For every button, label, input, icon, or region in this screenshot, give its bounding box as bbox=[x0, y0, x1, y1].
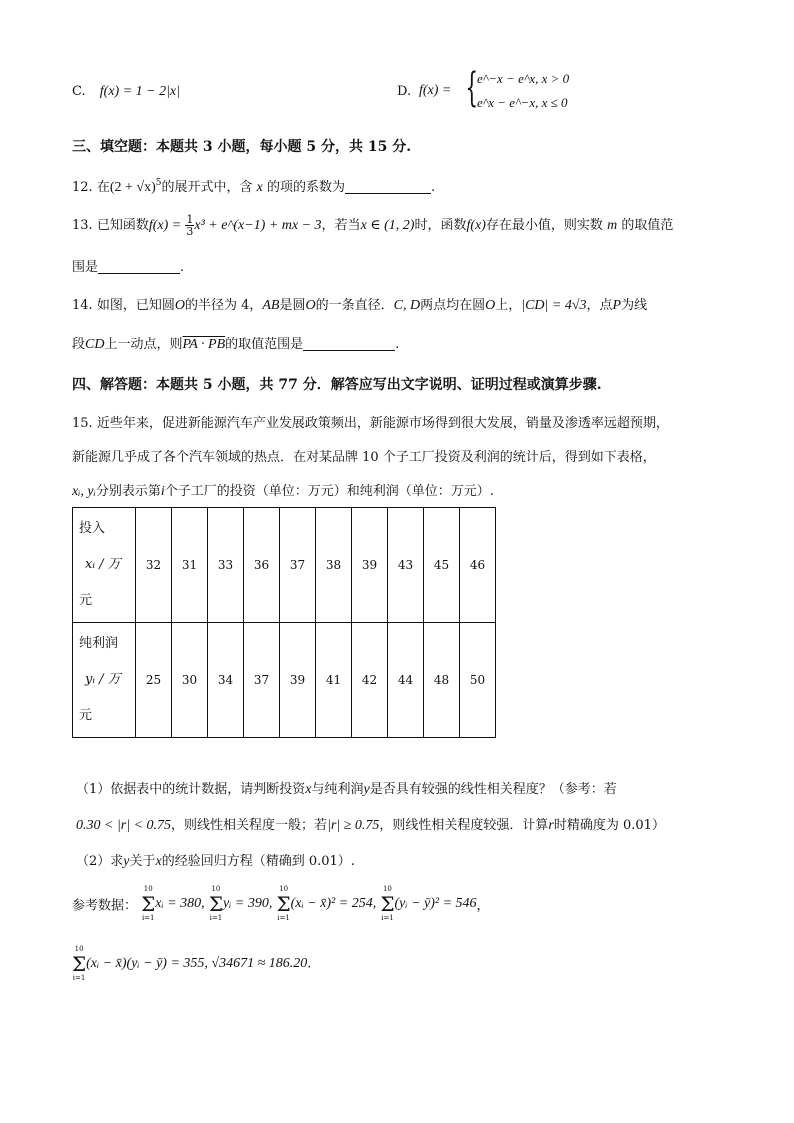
q13-mid: 时，函数 bbox=[414, 218, 467, 233]
q14-cd-abs: |CD| = 4√3 bbox=[521, 298, 587, 313]
option-c-expr: f(x) = 1 − 2|x| bbox=[99, 84, 180, 99]
q13-expr: x³ + e^(x−1) + mx − 3 bbox=[194, 218, 322, 233]
table-cell: 25 bbox=[136, 623, 172, 738]
q14-CD2: CD bbox=[85, 337, 105, 352]
table-cell: 43 bbox=[388, 508, 424, 623]
row-header-investment-a: 投入 bbox=[79, 521, 106, 536]
table-cell: 31 bbox=[172, 508, 208, 623]
q15-subquestion-2 bbox=[76, 850, 355, 870]
option-c bbox=[72, 84, 180, 100]
option-d-case2: e^x − e^−x, x ≤ 0 bbox=[477, 95, 568, 110]
s2-c: 的经验回归方程（精确到 0.01）. bbox=[161, 854, 355, 869]
s2-b: 关于 bbox=[129, 854, 156, 869]
q13-fraction bbox=[185, 214, 194, 237]
table-cell: 37 bbox=[280, 508, 316, 623]
s1-x: x bbox=[305, 782, 312, 797]
q15-number: 15. bbox=[72, 416, 93, 431]
q12-exponent: 5 bbox=[155, 178, 162, 188]
row-header-investment bbox=[73, 508, 136, 623]
s1-c: 是否具有较强的线性相关程度？（参考：若 bbox=[369, 782, 617, 797]
q13-fx2: f(x) bbox=[466, 218, 486, 233]
table-cell: 36 bbox=[244, 508, 280, 623]
option-d-label: D. bbox=[397, 84, 412, 99]
q14-number: 14. bbox=[72, 298, 93, 313]
q14-c: 是圆 bbox=[279, 298, 306, 313]
ref5: (xᵢ − x̄)(yᵢ − ȳ) = 355, √34671 ≈ 186.20 bbox=[86, 956, 308, 971]
table-row-investment bbox=[73, 508, 496, 623]
q15-subquestion-1-line1 bbox=[76, 778, 617, 798]
question-13-line1 bbox=[72, 214, 673, 237]
table-cell: 37 bbox=[244, 623, 280, 738]
ref1: xᵢ = 380, bbox=[155, 896, 205, 911]
q13-tail2: 的取值范 bbox=[621, 218, 674, 233]
row-header-profit-b: yᵢ / 万 bbox=[85, 672, 121, 687]
s1-h: 时精确度为 0.01） bbox=[553, 818, 665, 833]
q15-paragraph-2: 新能源几乎成了各个汽车领域的热点．在对某品牌 10 个子工厂投资及利润的统计后，得到如下表格， bbox=[72, 450, 656, 465]
q14-h: 为线 bbox=[621, 298, 648, 313]
q14-b: 的半径为 4， bbox=[184, 298, 263, 313]
ref-end: . bbox=[307, 956, 312, 972]
q12-suffix: 的展开式中，含 bbox=[161, 180, 253, 195]
question-13-line2 bbox=[72, 256, 184, 275]
table-cell: 39 bbox=[280, 623, 316, 738]
s1-f: |r| ≥ 0.75 bbox=[327, 818, 380, 833]
row-header-profit bbox=[73, 623, 136, 738]
table-cell: 48 bbox=[424, 623, 460, 738]
option-c-label: C. bbox=[72, 84, 86, 99]
q13-cond: ，若当 bbox=[321, 218, 361, 233]
sigma-3-top: 10 bbox=[279, 885, 289, 893]
q12-expr: (2 + √x) bbox=[109, 180, 156, 195]
question-12 bbox=[72, 176, 435, 196]
q13-prefix: 已知函数 bbox=[96, 218, 149, 233]
s1-b: 与纯利润 bbox=[311, 782, 364, 797]
row-header-investment-c: 元 bbox=[79, 593, 93, 608]
q13-end: . bbox=[180, 260, 185, 275]
s1-y: y bbox=[363, 782, 370, 797]
q13-frac-den: 3 bbox=[186, 225, 194, 238]
sigma-3: 10 Σ i=1 bbox=[276, 885, 291, 922]
row-header-investment-b: xᵢ / 万 bbox=[85, 557, 121, 572]
option-d-case1: e^−x − e^x, x > 0 bbox=[477, 71, 570, 86]
sigma-5-bot: i=1 bbox=[72, 974, 86, 982]
q14-O: O bbox=[174, 298, 185, 313]
q14-end: . bbox=[395, 337, 400, 352]
q14-answer-blank[interactable] bbox=[303, 336, 395, 351]
ref2: yᵢ = 390, bbox=[222, 896, 273, 911]
q13-tail: 存在最小值，则实数 bbox=[485, 218, 603, 233]
table-cell: 38 bbox=[316, 508, 352, 623]
q13-interval: x ∈ (1, 2) bbox=[360, 218, 415, 233]
q13-frac-num: 1 bbox=[186, 213, 194, 226]
table-cell: 42 bbox=[352, 623, 388, 738]
q12-var: x bbox=[256, 180, 263, 195]
q14-f: 上， bbox=[495, 298, 522, 313]
table-row-profit bbox=[73, 623, 496, 738]
q12-answer-blank[interactable] bbox=[345, 179, 431, 194]
q15-p3b: 个子工厂的投资（单位：万元）和纯利润（单位：万元）. bbox=[164, 484, 494, 499]
table-cell: 34 bbox=[208, 623, 244, 738]
s1-a: （1）依据表中的统计数据，请判断投资 bbox=[76, 782, 306, 797]
q13-fx: f(x) = bbox=[148, 218, 182, 233]
sigma-3-bot: i=1 bbox=[277, 914, 290, 922]
sigma-2-bot: i=1 bbox=[209, 914, 223, 922]
sigma-5: 10 Σ i=1 bbox=[72, 945, 87, 982]
sigma-1-top: 10 bbox=[143, 885, 153, 893]
table-cell: 32 bbox=[136, 508, 172, 623]
q14-AB: AB bbox=[262, 298, 280, 313]
table-cell: 33 bbox=[208, 508, 244, 623]
q12-number: 12. bbox=[72, 180, 93, 195]
s1-g: ，则线性相关程度较强．计算 bbox=[379, 818, 549, 833]
sigma-2: 10 Σ i=1 bbox=[208, 885, 223, 922]
q14-P: P bbox=[612, 298, 622, 313]
table-cell: 41 bbox=[316, 623, 352, 738]
q14-dot-product: PA · PB bbox=[182, 337, 226, 352]
q15-p3: 分别表示第 bbox=[95, 484, 161, 499]
table-cell: 45 bbox=[424, 508, 460, 623]
table-cell: 50 bbox=[460, 623, 496, 738]
q14-d: 的一条直径． bbox=[315, 298, 394, 313]
s1-d: 0.30 < |r| < 0.75 bbox=[76, 818, 172, 833]
q13-line2: 围是 bbox=[72, 260, 99, 275]
q13-m: m bbox=[607, 218, 618, 233]
table-cell: 30 bbox=[172, 623, 208, 738]
s2-a: （2）求 bbox=[76, 854, 124, 869]
q14-line2-b: 上一动点，则 bbox=[104, 337, 183, 352]
s2-x: x bbox=[155, 854, 162, 869]
q15-paragraph-1 bbox=[72, 412, 669, 431]
table-cell: 44 bbox=[388, 623, 424, 738]
ref-label: 参考数据： bbox=[72, 898, 138, 914]
question-14-line1 bbox=[72, 294, 647, 314]
table-cell: 46 bbox=[460, 508, 496, 623]
q15-subquestion-1-line2 bbox=[76, 814, 665, 834]
row-header-profit-a: 纯利润 bbox=[79, 636, 119, 651]
ref4: (yᵢ − ȳ)² = 546 bbox=[394, 896, 477, 911]
s1-r: r bbox=[548, 818, 554, 833]
q13-answer-blank[interactable] bbox=[98, 259, 180, 274]
sigma-4-top: 10 bbox=[382, 885, 392, 893]
q12-prefix: 在 bbox=[96, 180, 110, 195]
sigma-1-bot: i=1 bbox=[141, 914, 155, 922]
piecewise-brace: { bbox=[465, 65, 479, 111]
q15-i: i bbox=[160, 484, 165, 499]
q13-number: 13. bbox=[72, 218, 93, 233]
sigma-5-top: 10 bbox=[74, 945, 84, 953]
q14-line2-a: 段 bbox=[72, 337, 86, 352]
table-cell: 39 bbox=[352, 508, 388, 623]
sigma-2-top: 10 bbox=[211, 885, 221, 893]
q14-a: 如图，已知圆 bbox=[96, 298, 175, 313]
ref3: (xᵢ − x̄)² = 254, bbox=[290, 896, 377, 911]
q15-vars: xᵢ, yᵢ bbox=[72, 484, 96, 499]
ref-comma: ， bbox=[476, 898, 490, 914]
option-d-lhs: f(x) = bbox=[419, 83, 452, 98]
sigma-4-bot: i=1 bbox=[381, 914, 394, 922]
q14-g: ，点 bbox=[586, 298, 613, 313]
q12-end: . bbox=[431, 180, 436, 195]
q15-p1: 近些年来，促进新能源汽车产业发展政策频出，新能源市场得到很大发展，销量及渗透率远超预期， bbox=[96, 416, 669, 431]
investment-profit-table bbox=[72, 507, 496, 738]
sigma-1: 10 Σ i=1 bbox=[141, 885, 156, 922]
row-header-profit-c: 元 bbox=[79, 708, 93, 723]
question-14-line2 bbox=[72, 333, 399, 353]
q15-paragraph-3 bbox=[72, 480, 494, 500]
q14-e: 两点均在圆 bbox=[420, 298, 486, 313]
section-4-heading: 四、解答题：本题共 5 小题，共 77 分．解答应写出文字说明、证明过程或演算步骤. bbox=[72, 377, 602, 393]
q14-O2: O bbox=[305, 298, 316, 313]
section-3-heading: 三、填空题：本题共 3 小题，每小题 5 分，共 15 分. bbox=[72, 139, 412, 155]
q14-CD: C, D bbox=[393, 298, 421, 313]
reference-data-line2 bbox=[72, 945, 311, 983]
sigma-4: 10 Σ i=1 bbox=[380, 885, 395, 922]
s1-e: ，则线性相关程度一般；若 bbox=[171, 818, 328, 833]
reference-data-line1 bbox=[72, 885, 490, 923]
s2-y: y bbox=[123, 854, 130, 869]
q14-line2-c: 的取值范围是 bbox=[225, 337, 304, 352]
q14-O3: O bbox=[485, 298, 496, 313]
q12-suffix2: 的项的系数为 bbox=[267, 180, 346, 195]
